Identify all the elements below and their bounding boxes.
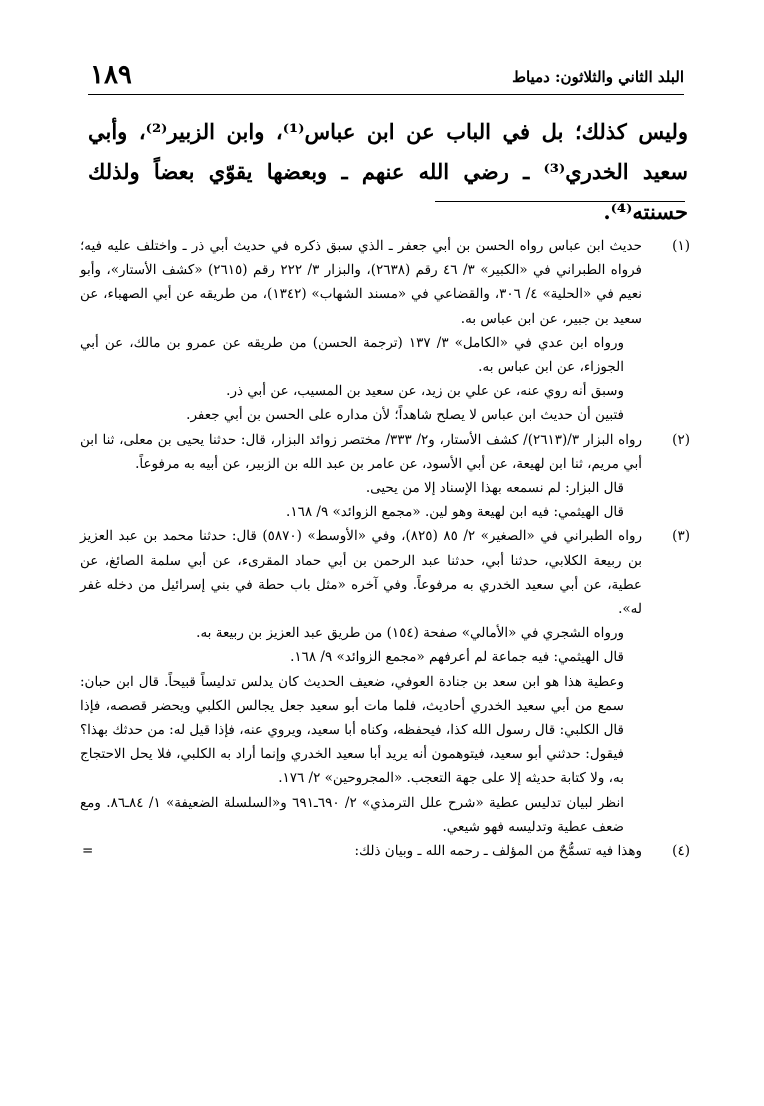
footnote-paragraph: قال الهيثمي: فيه ابن لهيعة وهو لين. «مجمع الزوائد» ٩/ ١٦٨. bbox=[286, 504, 624, 521]
footnote-paragraph: وعطية هذا هو ابن سعد بن جنادة العوفي، ضعيف الحديث كان يدلس تدليساً قبيحاً. قال ابن حبان: سمع من أبي سعيد الخدري أحاديث، فلما مات أبو سعيد جعل يجالس الكلبي ويحضر قصصه، فإذا قال الكلبي: قال رسول الله كذا، فيحفظه، وكناه أبا سعيد، ويروي عنه، فإذا قيل له: من حدثك بهذا؟ فيقول: حدثني أبو سعيد، فيتوهمون أنه يريد أبا سعيد الخدري وإنما أراد به الكلبي، فلا يحل الاحتجاج به، ولا كتابة حديثه إلا على جهة التعجب. «المجروحين» ٢/ ١٧٦. bbox=[80, 673, 624, 787]
footnote-number: (٢) bbox=[672, 431, 690, 448]
continuation-mark: = bbox=[82, 843, 94, 860]
page-header bbox=[88, 56, 684, 95]
footnote-paragraph: ورواه ابن عدي في «الكامل» ٣/ ١٣٧ (ترجمة الحسن) من طريقه عن عمرو بن مالك، عن أبي الجوزاء، عن ابن عباس به. bbox=[80, 334, 624, 376]
footnote-paragraph: انظر لبيان تدليس عطية «شرح علل الترمذي» ٢/ ٦٩٠ـ٦٩١ و«السلسلة الضعيفة» ١/ ٨٤ـ٨٦. ومع ضعف عطية وتدليسه فهو شيعي. bbox=[80, 794, 624, 835]
footnote-paragraph: قال الهيثمي: فيه جماعة لم أعرفهم «مجمع الزوائد» ٩/ ١٦٨. bbox=[290, 649, 624, 666]
footnote-paragraph: فتبين أن حديث ابن عباس لا يصلح شاهداً؛ لأن مداره على الحسن بن أبي جعفر. bbox=[186, 407, 624, 424]
page-number: ١٨٩ bbox=[90, 60, 132, 90]
footnote-paragraph: حديث ابن عباس رواه الحسن بن أبي جعفر ـ الذي سبق ذكره في حديث أبي ذر ـ واختلف عليه فيه؛ فرواه الطبراني في «الكبير» ٣/ ٤٦ رقم (٢٦٣٨)، والبزار ٣/ ٢٢٢ رقم (٢٦١٥) «كشف الأستار»، وأبو نعيم في «الحلية» ٤/ ٣٠٦، والقضاعي في «مسند الشهاب» (١٣٤٢)، من طريقه عن أبي الصهباء، عن سعيد بن جبير، عن ابن عباس به. bbox=[80, 238, 643, 327]
footnote-paragraph: وهذا فيه تسمُّحٌ من المؤلف ـ رحمه الله ـ وبيان ذلك: bbox=[354, 843, 642, 860]
footnote-2 bbox=[80, 428, 692, 525]
footnote-paragraph: قال البزار: لم نسمعه بهذا الإسناد إلا من يحيى. bbox=[365, 480, 624, 497]
footnote-number: (٤) bbox=[672, 843, 690, 860]
footnote-paragraph: ورواه الشجري في «الأمالي» صفحة (١٥٤) من طريق عبد العزيز بن ربيعة به. bbox=[196, 625, 624, 642]
footnote-4 bbox=[80, 839, 692, 863]
main-text: وليس كذلك؛ بل في الباب عن ابن عباس⁽¹⁾، وابن الزبير⁽²⁾، وأبي سعيد الخدري⁽³⁾ ـ رضي الله عنهم ـ وبعضها يقوّي بعضاً ولذلك حسنته⁽⁴⁾. bbox=[88, 119, 689, 224]
running-head: البلد الثاني والثلاثون: دمياط bbox=[512, 68, 684, 86]
footnotes bbox=[80, 234, 692, 863]
footnote-paragraph: رواه الطبراني في «الصغير» ٢/ ٨٥ (٨٢٥)، وفي «الأوسط» (٥٨٧٠) قال: حدثنا محمد بن عبد العزيز بن ربيعة الكلابي، حدثنا أبي، حدثنا عبد الرحمن بن أبي حماد المقرىء، عن أبي سلمة الصائغ، عن عطية، عن أبي سعيد الخدري به مرفوعاً. وفي آخره «مثل باب حطة في بني إسرائيل من دخله غفر له». bbox=[80, 528, 643, 618]
footnote-paragraph: وسبق أنه روي عنه، عن علي بن زيد، عن سعيد بن المسيب، عن أبي ذر. bbox=[226, 383, 624, 400]
footnote-paragraph: رواه البزار ٣/(٢٦١٣)/ كشف الأستار، و٢/ ٣٣٣/ مختصر زوائد البزار، قال: حدثنا يحيى بن معلى، ثنا ابن أبي مريم، ثنا ابن لهيعة، عن أبي الأسود، عن عامر بن عبد الله بن الزبير، عن أبيه به مرفوعاً. bbox=[80, 431, 643, 472]
footnote-3 bbox=[80, 524, 692, 839]
footnote-number: (١) bbox=[672, 238, 690, 254]
footnote-number: (٣) bbox=[672, 528, 690, 545]
footnote-separator bbox=[435, 201, 685, 202]
footnote-1 bbox=[80, 234, 692, 428]
